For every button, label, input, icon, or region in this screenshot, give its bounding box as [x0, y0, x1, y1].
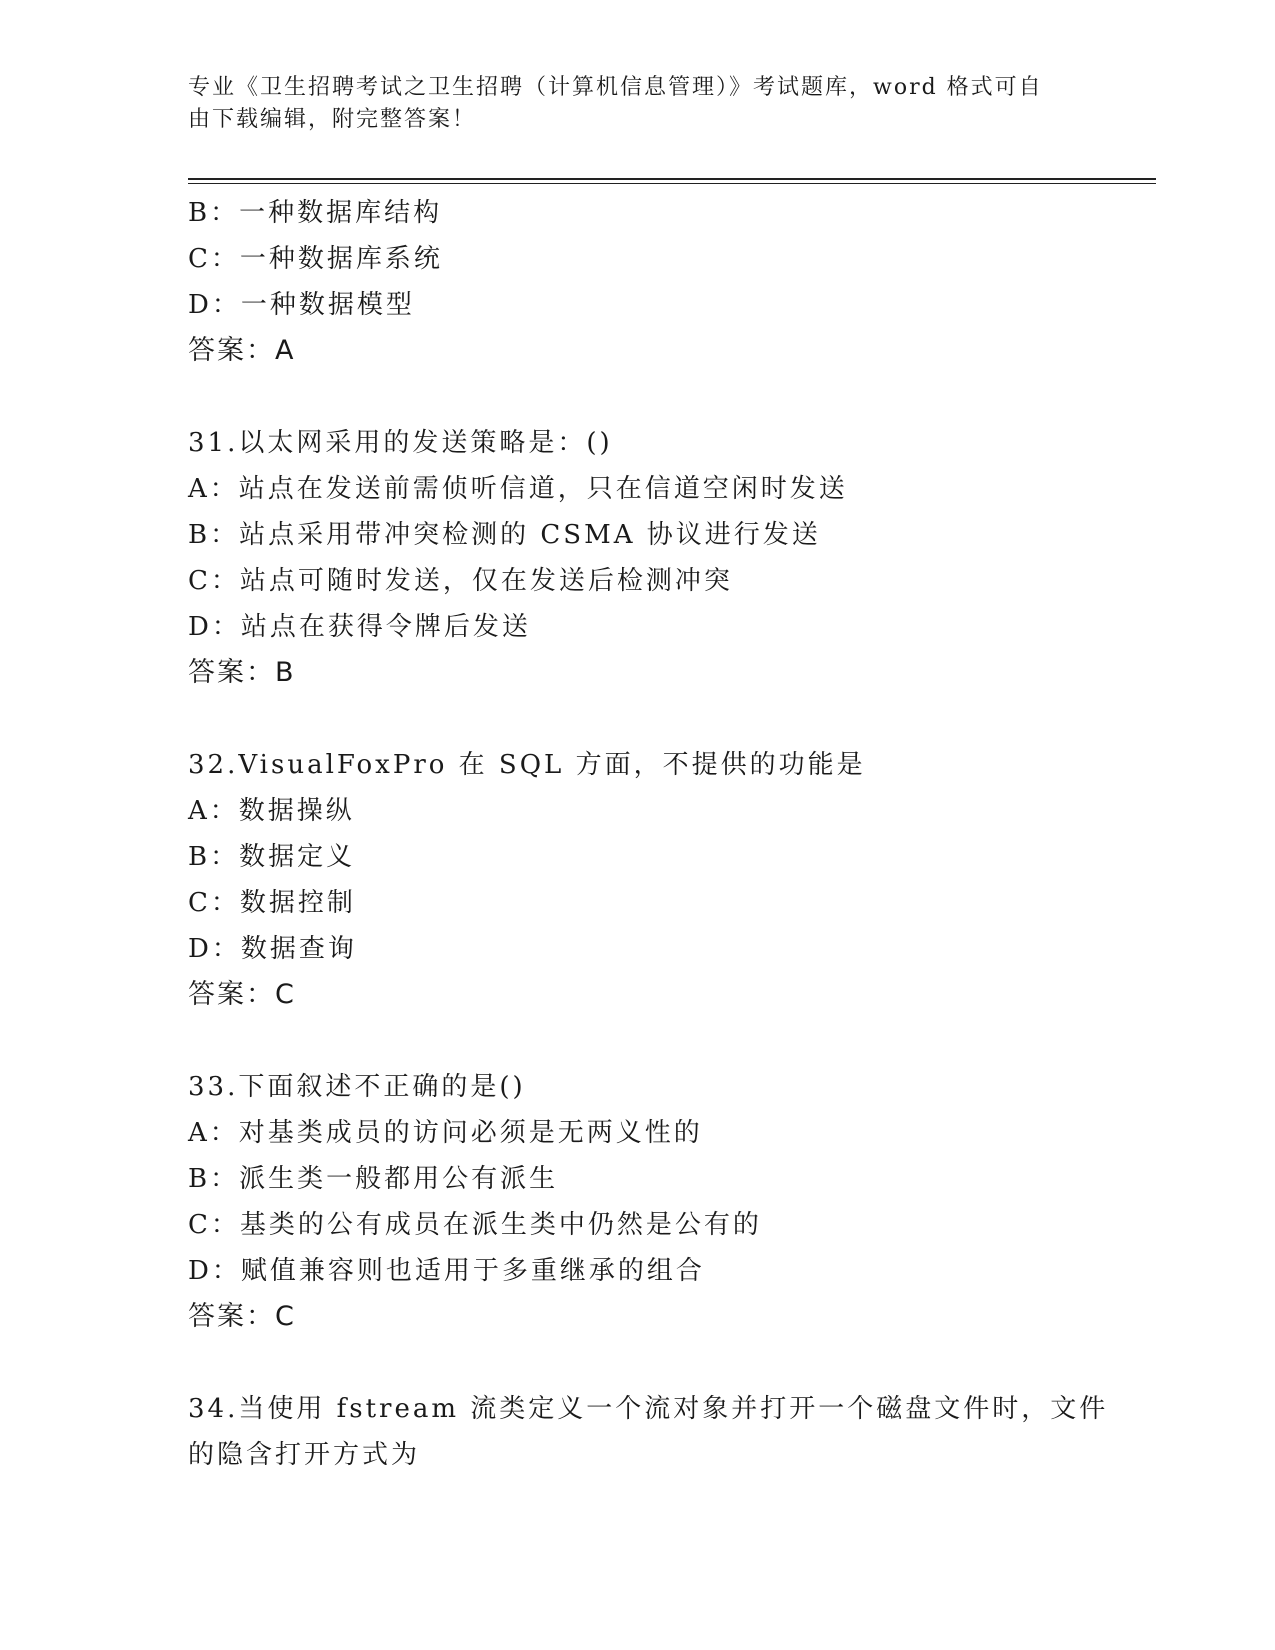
option-c: C：站点可随时发送，仅在发送后检测冲突 — [188, 566, 733, 596]
answer: 答案：A — [188, 335, 296, 366]
option-d: D：站点在获得令牌后发送 — [188, 612, 531, 642]
question-stem: 31.以太网采用的发送策略是：() — [188, 428, 613, 458]
header-divider-thick — [188, 178, 1156, 180]
question-33 — [188, 1064, 1088, 1340]
question-list — [188, 190, 1109, 1478]
option-a: A：对基类成员的访问必须是无两义性的 — [188, 1118, 703, 1148]
question-stem-line-2: 的隐含打开方式为 — [188, 1440, 421, 1470]
answer: 答案：B — [188, 657, 296, 688]
answer: 答案：C — [188, 1301, 296, 1332]
question-32 — [188, 742, 1088, 1018]
document-header — [188, 72, 1068, 136]
option-d: D：数据查询 — [188, 934, 357, 964]
question-stem-line-1: 34.当使用 fstream 流类定义一个流对象并打开一个磁盘文件时，文件 — [188, 1394, 1109, 1424]
option-a: A：站点在发送前需侦听信道，只在信道空闲时发送 — [188, 474, 848, 504]
option-a: A：数据操纵 — [188, 796, 355, 826]
option-d: D：一种数据模型 — [188, 290, 415, 320]
question-stem: 33.下面叙述不正确的是() — [188, 1072, 526, 1102]
question-31 — [188, 420, 1088, 696]
question-30-tail — [188, 190, 1088, 374]
header-divider-thin — [188, 183, 1156, 184]
option-d: D：赋值兼容则也适用于多重继承的组合 — [188, 1256, 705, 1286]
option-b: B：一种数据库结构 — [188, 198, 443, 228]
option-c: C：一种数据库系统 — [188, 244, 443, 274]
option-b: B：数据定义 — [188, 842, 356, 872]
header-line-1: 专业《卫生招聘考试之卫生招聘（计算机信息管理）》考试题库，word 格式可自 — [188, 75, 1043, 100]
option-c: C：数据控制 — [188, 888, 356, 918]
option-b: B：站点采用带冲突检测的 CSMA 协议进行发送 — [188, 520, 821, 550]
option-c: C：基类的公有成员在派生类中仍然是公有的 — [188, 1210, 762, 1240]
question-34 — [188, 1386, 1109, 1478]
answer: 答案：C — [188, 979, 296, 1010]
question-stem: 32.VisualFoxPro 在 SQL 方面，不提供的功能是 — [188, 750, 866, 780]
option-b: B：派生类一般都用公有派生 — [188, 1164, 559, 1194]
header-line-2: 由下载编辑，附完整答案！ — [188, 107, 477, 132]
